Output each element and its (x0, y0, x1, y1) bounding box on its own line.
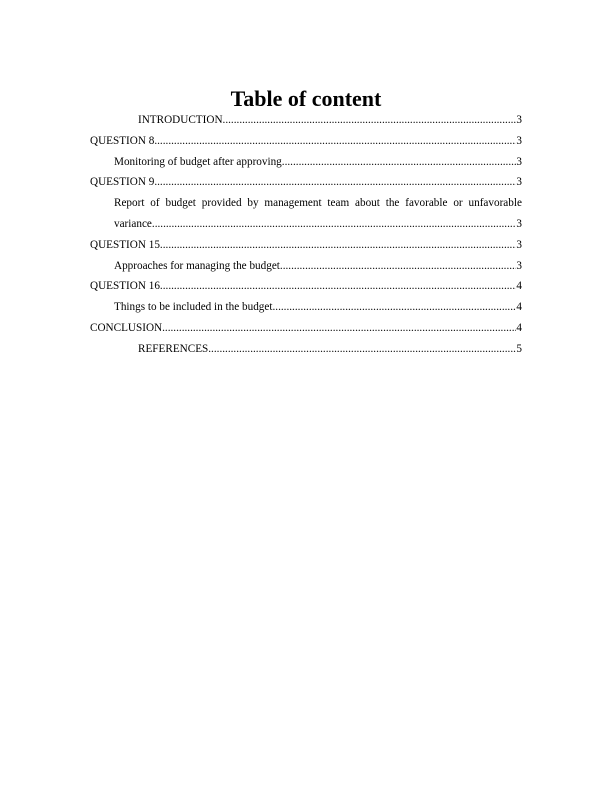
toc-word: budget (165, 197, 196, 210)
toc-entry-introduction[interactable] (90, 110, 522, 131)
toc-entry-text: QUESTION 9 (90, 176, 155, 189)
toc-page-number: 4 (516, 301, 522, 314)
toc-title: Table of content (230, 86, 382, 111)
toc-word: management (264, 197, 322, 210)
toc-entry-budget-report-line2[interactable] (90, 214, 522, 235)
toc-entry-text: QUESTION 16 (90, 280, 160, 293)
toc-leader-dots (160, 276, 516, 297)
toc-page-number: 3 (516, 134, 522, 147)
toc-entry-conclusion[interactable] (90, 318, 522, 339)
toc-leader-dots (152, 214, 517, 235)
toc-word: by (247, 197, 259, 210)
toc-word: team (327, 197, 350, 210)
toc-page-number: 4 (516, 280, 522, 293)
toc-leader-dots (282, 152, 517, 173)
toc-page-number: 3 (516, 217, 522, 230)
toc-leader-dots (162, 318, 516, 339)
toc-entry-text: INTRODUCTION (138, 114, 223, 126)
toc-entry-approaches-budget[interactable] (90, 256, 522, 277)
toc-entry-text-justified (114, 193, 522, 214)
toc-entry-text: CONCLUSION (90, 321, 163, 334)
toc-leader-dots (154, 131, 516, 152)
toc-page-number: 3 (516, 259, 522, 272)
toc-leader-dots (280, 256, 517, 277)
toc-page-number: 3 (516, 114, 522, 126)
toc-list (90, 110, 522, 360)
toc-entry-monitoring-budget[interactable] (90, 152, 522, 173)
toc-leader-dots (208, 339, 516, 360)
toc-entry-text: REFERENCES (138, 342, 209, 355)
toc-entry-budget-report-line1[interactable] (90, 193, 522, 214)
toc-word: of (150, 197, 160, 210)
toc-word: or (453, 197, 463, 210)
toc-entry-text: Approaches for managing the budget (114, 259, 280, 272)
toc-entry-text: Monitoring of budget after approving (114, 155, 282, 168)
toc-entry-text: QUESTION 8 (90, 134, 155, 147)
toc-page-number: 3 (516, 176, 522, 189)
toc-leader-dots (223, 110, 517, 131)
toc-leader-dots (272, 297, 516, 318)
toc-entry-text: QUESTION 15 (90, 238, 160, 251)
toc-entry-references[interactable] (90, 339, 522, 360)
toc-word: the (385, 197, 400, 210)
toc-word: Report (114, 197, 145, 210)
toc-entry-question-15[interactable] (90, 235, 522, 256)
toc-entry-question-16[interactable] (90, 276, 522, 297)
toc-word: favorable (405, 197, 448, 210)
toc-entry-text: Things to be included in the budget (114, 301, 273, 314)
toc-entry-question-8[interactable] (90, 131, 522, 152)
toc-entry-text: variance (114, 217, 152, 230)
toc-leader-dots (160, 235, 516, 256)
toc-word: provided (201, 197, 242, 210)
toc-word: unfavorable (468, 197, 522, 210)
toc-page-number: 3 (516, 238, 522, 251)
toc-page-number: 5 (516, 342, 522, 355)
toc-page-number: 4 (516, 321, 522, 334)
toc-word: about (355, 197, 380, 210)
toc-entry-question-9[interactable] (90, 172, 522, 193)
toc-page-number: 3 (516, 155, 522, 168)
toc-leader-dots (154, 172, 516, 193)
toc-entry-things-budget[interactable] (90, 297, 522, 318)
